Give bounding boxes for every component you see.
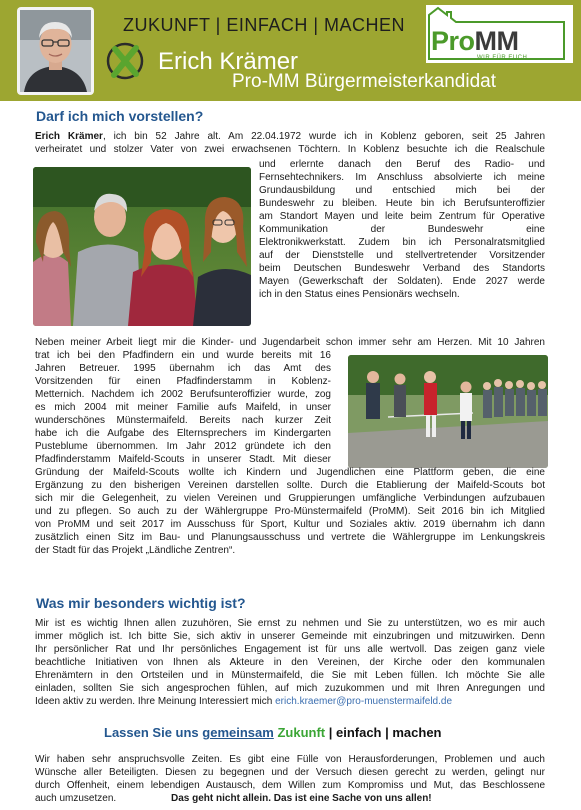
- intro-col-line: beim Deutschen Bundeswehr Verband des Standorts: [259, 263, 545, 274]
- slogan-part-4: | einfach | machen: [328, 725, 442, 740]
- intro-column-text: [259, 158, 545, 301]
- heading-introduction: Darf ich mich vorstellen?: [36, 108, 204, 124]
- youth-col-line: trat ich bei den Pfadfindern ein und wurde bereits mit 16: [35, 350, 331, 361]
- intro-col-line: Mayen (Gewerkschaft der Soldaten). Ende 2027 werde: [259, 276, 545, 287]
- slogan-part-2: gemeinsam: [202, 725, 274, 740]
- youth-full-line: Gründung der Maifeld-Scouts wollte ich Kindern und Jugendlichen eine Plattform geben, die eine: [35, 467, 545, 478]
- youth-work-full-width: [35, 466, 545, 557]
- youth-full-line: sich mir die Gelegenheit, zu vielen Vereinen und Gruppierungen umfängliche Verbindungen aufzubauen: [35, 493, 545, 504]
- intro-col-line: Fernsehtechnikers. Im Anschluss absolvierte ich meine: [259, 172, 545, 183]
- intro-col-line: Kommunikation der Bundeswehr eine: [259, 224, 545, 235]
- youth-col-line: Vorsitzenden für einen Pfadfinderstamm in Koblenz-: [35, 376, 331, 387]
- logo-tagline: WIR FÜR EUCH: [477, 55, 528, 61]
- intro-line-2: verheiratet und stolzer Vater von zwei erwachsenen Töchtern. In Koblenz besuchte ich die Realschule: [35, 144, 545, 155]
- closing-last-left: auch umzusetzen.: [35, 793, 117, 804]
- priorities-paragraph: [35, 617, 545, 708]
- promm-logo: [426, 5, 573, 63]
- heading-priorities: Was mir besonders wichtig ist?: [36, 595, 246, 611]
- closing-line: Wünsche aller Beteiligten. Diesen zu begegnen und der Versuch diesen gerecht zu werden, gelingt nur: [35, 767, 545, 778]
- youth-work-column: [35, 349, 331, 466]
- priorities-line: einladen, sollten Sie sich angesprochen fühlen, auf mich zuzukommen und mit Ihren Anregungen und: [35, 683, 545, 694]
- youth-full-line: und zu pflegen. So auch zu der Wählergruppe Pro-Münstermaifeld (ProMM). Seit 2016 bin ich Mitglied: [35, 506, 545, 517]
- campaign-motto: ZUKUNFT | EINFACH | MACHEN: [123, 15, 406, 35]
- intro-col-line: und erlernte danach den Beruf des Radio- und: [259, 159, 545, 170]
- intro-col-line: Grundausbildung und entschied mich bei der: [259, 185, 545, 196]
- ballot-cross-icon: [106, 39, 144, 83]
- slogan-part-1: Lassen Sie uns: [104, 725, 199, 740]
- intro-col-line: ich in den Status eines Pensionärs wechseln.: [259, 289, 460, 300]
- youth-full-line: der Stadt für das Projekt „Ländliche Zentren“.: [35, 545, 236, 556]
- youth-col-line: habe ich die Aufgabe des Elternsprechers im Kindergarten: [35, 428, 331, 439]
- slogan-line: [104, 725, 442, 740]
- closing-emphasis: Das geht nicht allein. Das ist eine Sache von uns allen!: [171, 793, 432, 804]
- intro-col-line: Elektronikwerkstatt. Zudem bin ich Personalratsmitglied: [259, 237, 545, 248]
- youth-full-line: von ProMM und seit 2017 im Ausschuss für Sport, Kultur und Soziales aktiv. 2019 übernahm ich dann: [35, 519, 545, 530]
- closing-paragraph: [35, 753, 545, 805]
- youth-col-line: Pusteblume übernommen. Im Jahr 2012 gründete ich den: [35, 441, 331, 452]
- youth-col-line: wunderschönes Münstermaifeld. Bereits nach kurzer Zeit: [35, 415, 331, 426]
- priorities-line: beachtliche Initiativen von Ihnen als Akteure in den Vereinen, der Kirche oder den kommunalen: [35, 657, 545, 668]
- closing-line: Wir haben sehr anspruchsvolle Zeiten. Es gibt eine Fülle von Herausforderungen, Problemen und auch: [35, 754, 545, 765]
- slogan-part-3: Zukunft: [277, 725, 326, 740]
- ribbon-cutting-photo: [348, 355, 548, 468]
- candidate-name: Erich Krämer: [158, 48, 299, 75]
- youth-col-line: Pfadfinderstamm Maifeld-Scouts in unserer Stadt. Mit dieser: [35, 454, 331, 465]
- intro-col-line: auf der Dienststelle und stellvertretender Vorsitzender: [259, 250, 545, 261]
- youth-col-line: Metternich. Nachdem ich 2002 Berufsunteroffizier wurde, zog: [35, 389, 331, 400]
- logo-mm-text: MM: [474, 26, 519, 56]
- intro-name: Erich Krämer: [35, 131, 103, 142]
- family-photo: [33, 167, 251, 326]
- youth-line-1: Neben meiner Arbeit liegt mir die Kinder- und Jugendarbeit schon immer sehr am Herzen. Mit 10 Jahren: [35, 337, 545, 348]
- priorities-last-text: Ideen aktiv zu werden. Ihre Meinung Interessiert mich: [35, 696, 273, 707]
- youth-work-first-line: [35, 336, 545, 349]
- intro-col-line: am Standort Mayen und leite beim Zentrum für Operative: [259, 211, 545, 222]
- youth-full-line: zusätzlich einen Sitz im Bau- und Planungsausschuss und vertrete die Wählergruppe im Lenkungskreis: [35, 532, 545, 543]
- intro-line-1-text: , ich bin 52 Jahre alt. Am 22.04.1972 wurde ich in Koblenz geboren, seit 25 Jahren: [102, 131, 546, 142]
- priorities-line: Ihr persönlicher Rat und Ihr persönliches Engagement ist für uns alle wertvoll. Das zeigen ganz viele: [35, 644, 545, 655]
- header-banner: [0, 0, 581, 101]
- priorities-last-line: [35, 695, 545, 708]
- contact-email-link[interactable]: erich.kraemer@pro-muenstermaifeld.de: [275, 696, 453, 707]
- intro-col-line: Bundeswehr zu bleiben. Heute bin ich Berufsunteroffizier: [259, 198, 545, 209]
- logo-pro-text: Pro: [431, 26, 475, 56]
- youth-col-line: es mich 2004 mit meiner Familie aufs Maifeld, in unser: [35, 402, 331, 413]
- candidate-role: Pro-MM Bürgermeisterkandidat: [232, 71, 496, 92]
- priorities-line: immer möglich ist. Ich bitte Sie, sich aktiv in unserer Gemeinde mit einzubringen und mitzuwirken. Denn: [35, 631, 545, 642]
- intro-paragraph-top: [35, 130, 545, 156]
- youth-col-line: Jahren Betreuer. 1995 übernahm ich das Amt des: [35, 363, 331, 374]
- priorities-line: Ehrenämtern in den Ortsteilen und in Münstermaifeld, die Sie mit Leben füllen. Ich möchte Sie alle: [35, 670, 545, 681]
- logo-wordmark: [431, 26, 519, 57]
- youth-full-line: Ergänzung zu den bisherigen Vereinen darstellen sollte. Durch die Etablierung der Maifeld-Scouts bot: [35, 480, 545, 491]
- closing-line: durch Offenheit, einem lebendigen Austausch, dem Willen zum Kompromiss und Mut, das Beschlossene: [35, 780, 545, 791]
- priorities-line: Mir ist es wichtig Ihnen allen zuzuhören, Sie ernst zu nehmen und Sie zu unterstützen, wo es mir auch: [35, 618, 545, 629]
- closing-last-line: [35, 792, 545, 805]
- intro-line-1: [35, 130, 545, 143]
- candidate-portrait: [20, 10, 91, 92]
